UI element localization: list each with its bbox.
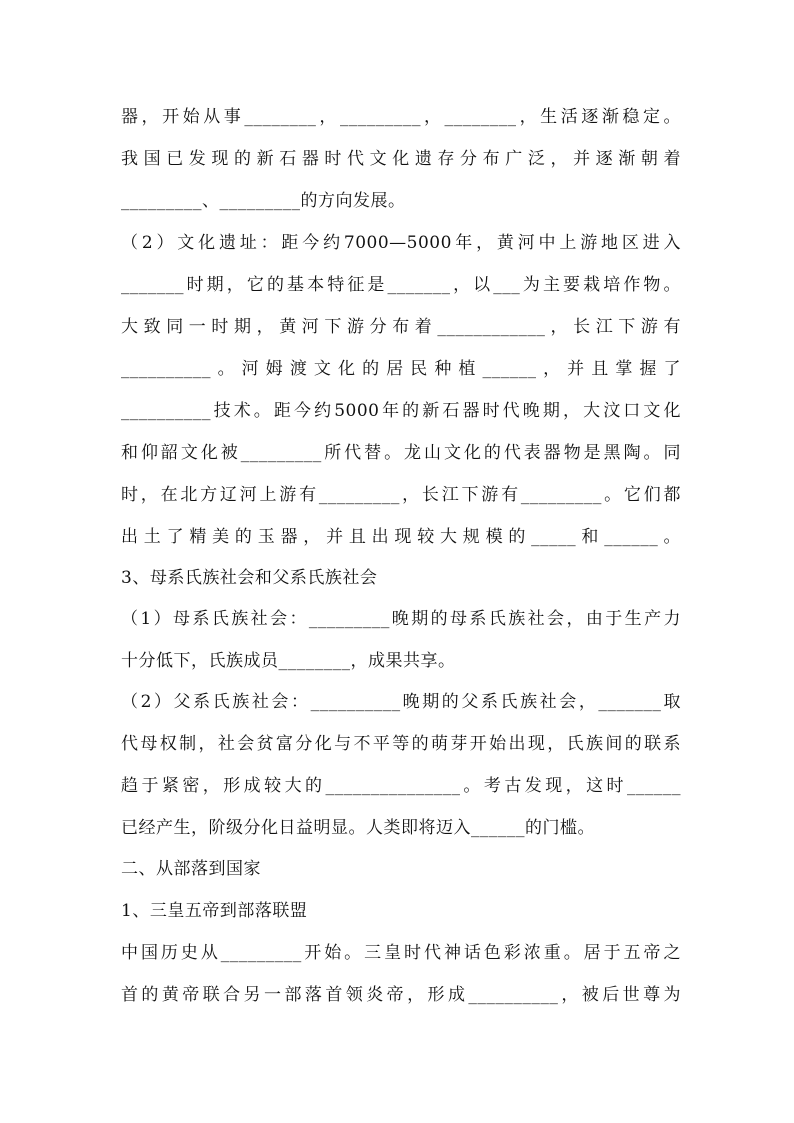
section-heading-2: 二、从部落到国家	[121, 859, 261, 879]
text-line-8: __________技术。距今约5000年的新石器时代晚期，大汶口文化	[121, 401, 681, 421]
text-line-4: （2）文化遗址：距今约7000—5000年，黄河中上游地区进入	[121, 233, 681, 253]
text-line-18: 已经产生，阶级分化日益明显。人类即将迈入______的门槛。	[121, 818, 595, 838]
text-line-14: 十分低下，氏族成员________，成果共享。	[121, 651, 456, 671]
text-line-15: （2）父系氏族社会：__________晚期的父系氏族社会，_______取	[121, 692, 681, 712]
text-line-7: __________。河姆渡文化的居民种植______，并且掌握了	[121, 359, 681, 379]
text-line-2: 我国已发现的新石器时代文化遗存分布广泛，并逐渐朝着	[121, 149, 681, 169]
text-line-17: 趋于紧密，形成较大的_______________。考古发现，这时______	[121, 776, 681, 796]
subsection-heading-1: 1、三皇五帝到部落联盟	[121, 901, 308, 921]
text-line-6: 大致同一时期，黄河下游分布着____________，长江下游有	[121, 317, 681, 337]
text-line-3: _________、_________的方向发展。	[121, 191, 406, 211]
text-line-5: _______时期，它的基本特征是_______，以___为主要栽培作物。	[121, 275, 681, 295]
text-line-13: （1）母系氏族社会：_________晚期的母系氏族社会，由于生产力	[121, 609, 681, 629]
section-heading-3: 3、母系氏族社会和父系氏族社会	[121, 568, 378, 588]
text-line-21: 中国历史从_________开始。三皇时代神话色彩浓重。居于五帝之	[121, 943, 681, 963]
text-line-22: 首的黄帝联合另一部落首领炎帝，形成__________，被后世尊为	[121, 985, 681, 1005]
text-line-11: 出土了精美的玉器，并且出现较大规模的_____和______。	[121, 527, 681, 547]
text-line-1: 器，开始从事________，_________，________，生活逐渐稳定。	[121, 107, 681, 127]
text-line-9: 和仰韶文化被_________所代替。龙山文化的代表器物是黑陶。同	[121, 443, 681, 463]
text-line-10: 时，在北方辽河上游有_________，长江下游有_________。它们都	[121, 485, 681, 505]
text-line-16: 代母权制，社会贫富分化与不平等的萌芽开始出现，氏族间的联系	[121, 734, 681, 754]
